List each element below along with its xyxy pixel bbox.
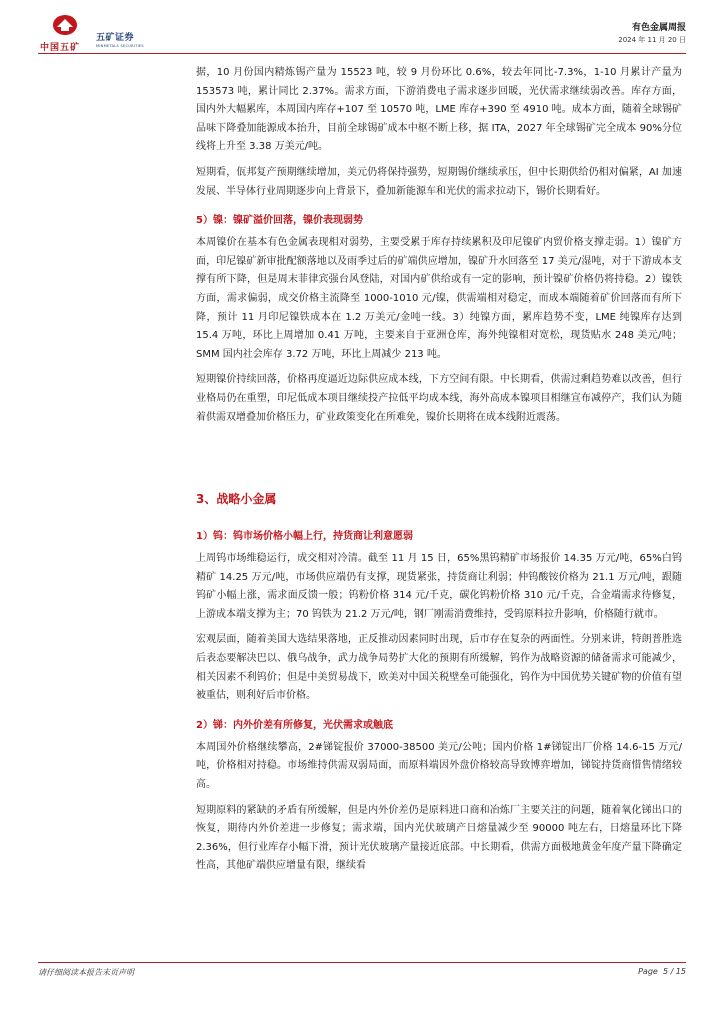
subheading-antimony: 2）锑：内外价差有所修复，光伏需求或触底 [196,719,393,731]
section-heading-strategic-metals: 3、战略小金属 [196,492,277,507]
report-date: 2024 年 11 月 20 日 [618,36,686,44]
paragraph-tungsten-macro: 宏观层面，随着美国大选结果落地，正反推动因素同时出现，后市存在复杂的两面性。分别来讲，特朗普胜选后表态要解决巴以、俄乌战争，武力战争局势扩大化的预期有所缓解，钨作为战略资源的储备需求可能减少，相关因素不利钨价；但是中美贸易战下，欧美对中国关税壁垒可能强化，钨作为中国优势关键矿物的价值有望被重估，则利好后市价格。 [196,634,682,702]
paragraph-antimony-price: 本周国外价格继续攀高，2#锑锭报价 37000-38500 美元/公吨；国内价格 1#锑锭出厂价格 14.6-15 万元/吨，价格相对持稳。市场维持供需双弱局面，而原料端因外盘价格较高导致博弈增加，锑锭持货商惜售情绪较高。 [196,741,682,791]
report-body [196,64,682,883]
report-title: 有色金属周报 [631,23,686,33]
paragraph-tungsten-market: 上周钨市场维稳运行，成交相对冷清。截至 11 月 15 日，65%黑钨精矿市场报价 14.35 万元/吨，65%白钨精矿 14.25 万元/吨，市场供应端仍有支撑，现货紧张，持货商让利弱；仲钨酸铵价格为 21.1 万元/吨，跟随钨矿小幅上涨，需求面反馈一般；钨粉价格 314 元/千克，碳化钨粉价格 310 元/千克，合金端需求待修复，上游成本端支撑为主；70 钨铁为 21.2 万元/吨，钢厂刚需消费维持，受钨原料拉升影响，价格随行就市。 [196,553,682,620]
logo-right-cn: 五矿证券 [96,33,135,43]
header-divider [38,53,686,54]
logo-left-text: 中国五矿 [40,43,81,53]
page-indicator [638,967,686,976]
footer-divider [38,962,686,963]
paragraph-tin-outlook: 短期看，佤邦复产预期继续增加，美元仍将保持强势，短期锡价继续承压，但中长期供给仍相对偏紧，AI 加速发展、半导体行业周期逐步向上背景下，叠加新能源车和光伏的需求拉动下，锡价长期看好。 [196,166,682,197]
china-minmetals-logo [40,14,90,58]
paragraph-nickel-analysis: 本周镍价在基本有色金属表现相对弱势，主要受累于库存持续累积及印尼镍矿内贸价格支撑走弱。1）镍矿方面，印尼镍矿新审批配额落地以及雨季过后的矿端供应增加，镍矿升水回落至 17 美元/湿吨，对于下游成本支撑有所下降，但是周末菲律宾强台风登陆，对国内矿供给或有一定的影响，预计镍矿价格仍将持稳。2）镍铁方面，需求偏弱，成交价格主流降至 1000-1010 元/镍，供需端相对稳定，而成本端随着矿价回落而有所下降，预计 11 月印尼镍铁成本在 1.2 万美元/金吨一线。3）纯镍方面，累库趋势不变，LME 纯镍库存达到 15.4 万吨，环比上周增加 0.41 万吨，主要来自于亚洲仓库，海外纯镍相对宽松，现货贴水 248 美元/吨；SMM 国内社会库存 3.72 万吨，环比上周减少 213 吨。 [196,237,682,360]
china-minmetals-emblem-icon [52,14,78,36]
footer-disclaimer: 请仔细阅读本报告末页声明 [38,968,134,977]
page-number: 5 / 15 [662,967,686,976]
paragraph-tin-supply: 据，10 月份国内精炼锡产量为 15523 吨，较 9 月份环比 0.6%，较去年同比-7.3%，1-10 月累计产量为 153573 吨，累计同比 2.37%。需求方面，下游消费电子需求逐步回暖，光伏需求继续弱改善。库存方面，国内外大幅累库，本周国内库存+107 至 10570 吨，LME 库存+390 至 4910 吨。成本方面，随着全球锡矿品味下降叠加能源成本抬升，目前全球锡矿成本中枢不断上移，据 ITA，2027 年全球锡矿完全成本 90%分位线将上升至 3.38 万美元/吨。 [196,67,682,153]
subheading-tungsten: 1）钨：钨市场价格小幅上行，持货商让利意愿弱 [196,531,413,543]
page-header [0,0,724,62]
page-label: Page [638,967,658,976]
logo-right-en: MINMETALS SECURITIES [96,44,144,48]
subheading-nickel: 5）镍：镍矿溢价回落，镍价表现弱势 [196,215,363,227]
paragraph-antimony-outlook: 短期原料的紧缺的矛盾有所缓解，但是内外价差仍是原料进口商和冶炼厂主要关注的问题，随着氧化锑出口的恢复，期待内外价差进一步修复；需求端，国内光伏玻璃产日熔量减少至 90000 吨左右，日熔量环比下降 2.36%，但行业库存小幅下滑，预计光伏玻璃产量接近底部。中长期看，供需方面极地黄金年度产量下降确定性高，其他矿端供应增量有限，继续看 [196,804,682,872]
paragraph-nickel-outlook: 短期镍价持续回落，价格再度逼近边际供应成本线，下方空间有限。中长期看，供需过剩趋势难以改善，但行业格局仍在重塑，印尼低成本项目继续投产拉低平均成本线，海外高成本镍项目相继宣布减停产，我们认为随着供需双增叠加价格压力，矿业政策变化在所难免，镍价长期将在成本线附近震荡。 [196,374,682,423]
minmetals-securities-logo [96,30,144,48]
